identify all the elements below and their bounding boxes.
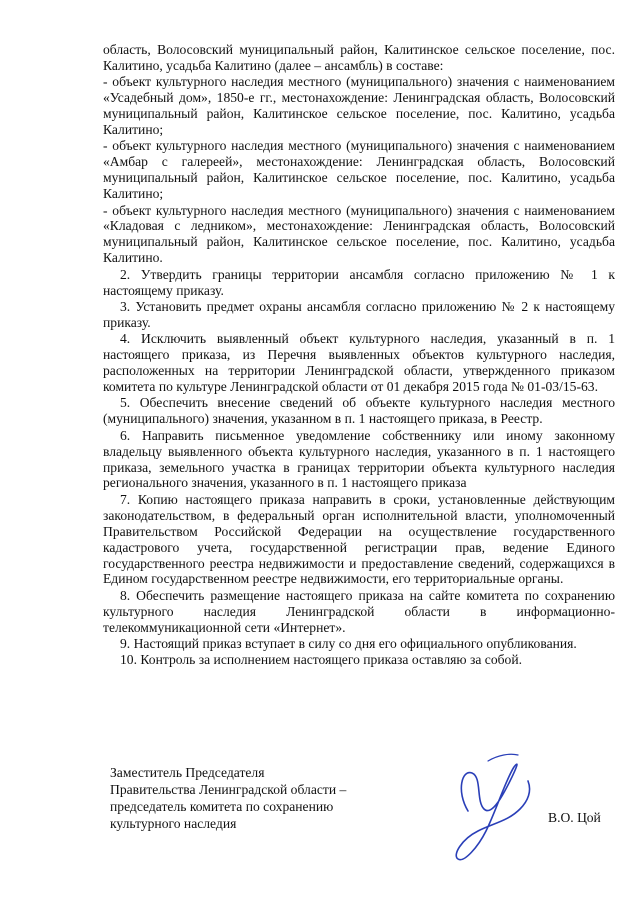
clause-6: 6. Направить письменное уведомление собственнику или иному законному владельцу выявленного объекта культурного наследия, указанного в п. 1 настоящего приказа, земельного участка в границах территории объекта культурного наследия регионального значения, указанного в п. 1 настоящего приказа bbox=[103, 427, 615, 491]
paragraph-ensemble-intro: область, Волосовский муниципальный район, Калитинское сельское поселение, пос. Калитино, усадьба Калитино (далее – ансамбль) в составе: bbox=[103, 42, 615, 73]
clause-5: 5. Обеспечить внесение сведений об объекте культурного наследия местного (муниципального) значения, указанном в п. 1 настоящего приказа, в Реестр. bbox=[103, 395, 615, 427]
document-body bbox=[103, 42, 615, 669]
clause-2: 2. Утвердить границы территории ансамбля согласно приложению № 1 к настоящему приказу. bbox=[103, 266, 615, 298]
clause-9: 9. Настоящий приказ вступает в силу со дня его официального опубликования. bbox=[120, 636, 577, 652]
paragraph-object-kladovaya: - объект культурного наследия местного (муниципального) значения с наименованием «Кладовая с ледником», местонахождение: Ленинградская область, Волосовский муниципальный район, Калитинское сельское поселение, пос. Калитино, усадьба Калитино. bbox=[103, 202, 615, 266]
position-line: культурного наследия bbox=[110, 816, 237, 831]
signature-position-block bbox=[110, 764, 375, 832]
position-line: Правительства Ленинградской области – bbox=[110, 782, 347, 797]
clause-7: 7. Копию настоящего приказа направить в сроки, установленные действующим законодательством, в федеральный орган исполнительной власти, уполномоченный Правительством Российской Федерации на осуществление государственного кадастрового учета, государственной регистрации прав, ведение Единого государственного реестра недвижимости и предоставление сведений, содержащихся в Едином государственном реестре недвижимости, его территориальные органы. bbox=[103, 491, 615, 587]
position-line: Заместитель Председателя bbox=[110, 765, 265, 780]
clause-8: 8. Обеспечить размещение настоящего приказа на сайте комитета по сохранению культурного наследия Ленинградской области в информационно-телекоммуникационной сети «Интернет». bbox=[103, 587, 615, 635]
paragraph-object-usadebny-dom: - объект культурного наследия местного (муниципального) значения с наименованием «Усадебный дом», 1850-е гг., местонахождение: Ленинградская область, Волосовский муниципальный район, Калитинское сельское поселение, пос. Калитино, усадьба Калитино; bbox=[103, 74, 615, 138]
clause-10: 10. Контроль за исполнением настоящего приказа оставляю за собой. bbox=[120, 652, 522, 668]
clause-3: 3. Установить предмет охраны ансамбля согласно приложению № 2 к настоящему приказу. bbox=[103, 299, 615, 330]
handwritten-signature-icon bbox=[448, 751, 533, 867]
position-line: председатель комитета по сохранению bbox=[110, 799, 334, 814]
clause-4: 4. Исключить выявленный объект культурного наследия, указанный в п. 1 настоящего приказа, из Перечня выявленных объектов культурного наследия, расположенных на территории Ленинградской области, утвержденного приказом комитета по культуре Ленинградской области от 01 декабря 2015 года № 01-03/15-63. bbox=[103, 331, 615, 395]
paragraph-object-ambar: - объект культурного наследия местного (муниципального) значения с наименованием «Амбар с галереей», местонахождение: Ленинградская область, Волосовский муниципальный район, Калитинское сельское поселение, пос. Калитино, усадьба Калитино; bbox=[103, 138, 615, 202]
signer-name: В.О. Цой bbox=[548, 810, 601, 825]
